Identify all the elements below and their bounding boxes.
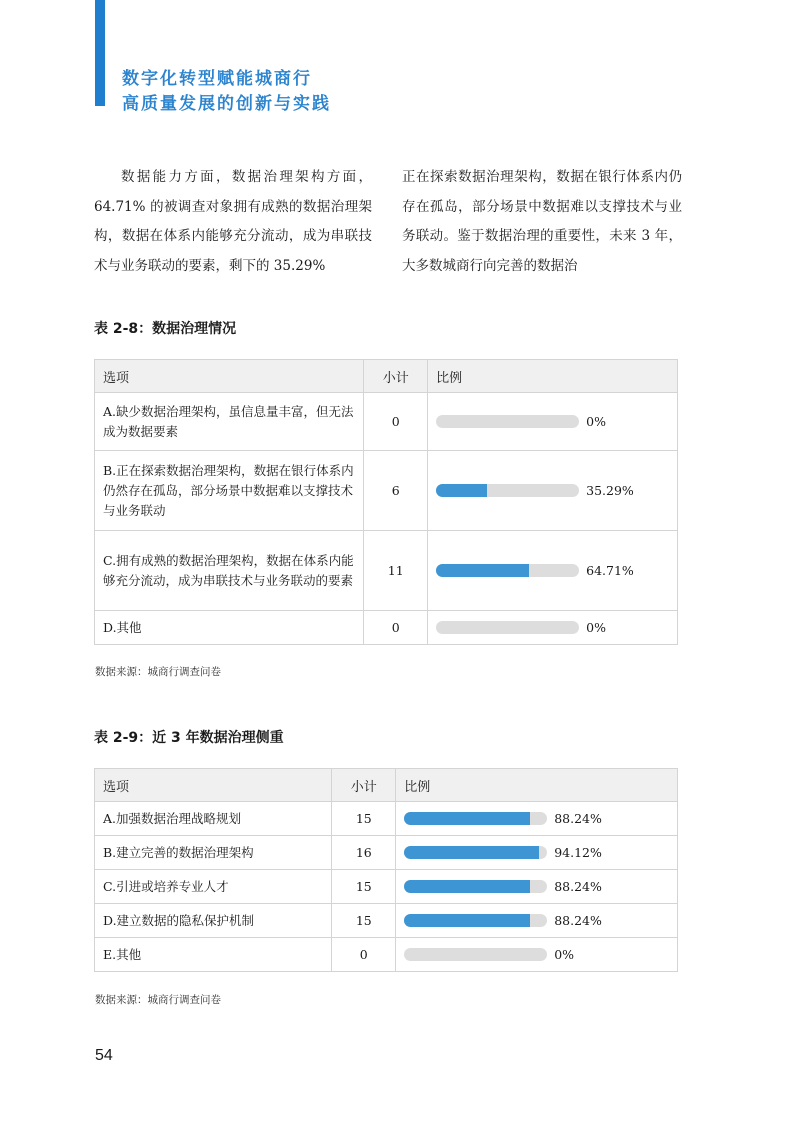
body-paragraph-right: 正在探索数据治理架构，数据在银行体系内仍存在孤岛，部分场景中数据难以支撑技术与业务联动。鉴于数据治理的重要性，未来 3 年，大多数城商行向完善的数据治 xyxy=(402,169,682,274)
table-row xyxy=(95,836,678,870)
option-cell: A.加强数据治理战略规划 xyxy=(95,802,332,836)
ratio-bar-track xyxy=(436,621,579,634)
table2-header-option: 选项 xyxy=(95,769,332,802)
count-cell: 15 xyxy=(332,802,396,836)
table1-title: 表 2-8：数据治理情况 xyxy=(94,321,237,337)
table2-header-count: 小计 xyxy=(332,769,396,802)
ratio-bar-fill xyxy=(404,812,530,825)
table1-header-option: 选项 xyxy=(95,360,364,393)
ratio-percent-label: 0% xyxy=(586,620,606,635)
ratio-cell xyxy=(428,393,678,451)
count-cell: 0 xyxy=(364,611,428,645)
table-row xyxy=(95,451,678,531)
option-cell: D.建立数据的隐私保护机制 xyxy=(95,904,332,938)
table1 xyxy=(94,359,678,645)
ratio-cell xyxy=(428,451,678,531)
count-cell: 6 xyxy=(364,451,428,531)
option-cell: C.拥有成熟的数据治理架构，数据在体系内能够充分流动，成为串联技术与业务联动的要素 xyxy=(95,531,364,611)
ratio-percent-label: 64.71% xyxy=(586,563,634,578)
count-cell: 0 xyxy=(332,938,396,972)
ratio-cell xyxy=(396,904,678,938)
option-cell: D.其他 xyxy=(95,611,364,645)
ratio-percent-label: 94.12% xyxy=(554,845,602,860)
ratio-bar-track xyxy=(404,880,547,893)
table1-source: 数据来源：城商行调查问卷 xyxy=(95,666,221,678)
ratio-cell xyxy=(396,870,678,904)
book-title-line2: 高质量发展的创新与实践 xyxy=(122,94,331,114)
option-cell: B.正在探索数据治理架构，数据在银行体系内仍然存在孤岛，部分场景中数据难以支撑技术与业务联动 xyxy=(95,451,364,531)
header-accent-bar xyxy=(95,0,105,106)
ratio-cell xyxy=(396,938,678,972)
table-row xyxy=(95,904,678,938)
ratio-percent-label: 88.24% xyxy=(554,811,602,826)
table-row xyxy=(95,531,678,611)
ratio-bar-track xyxy=(404,812,547,825)
table-row xyxy=(95,938,678,972)
ratio-cell xyxy=(428,611,678,645)
ratio-cell xyxy=(396,802,678,836)
option-cell: A.缺少数据治理架构，虽信息量丰富，但无法成为数据要素 xyxy=(95,393,364,451)
page-number: 54 xyxy=(95,1047,113,1064)
table2-title: 表 2-9：近 3 年数据治理侧重 xyxy=(94,730,284,746)
table-row xyxy=(95,870,678,904)
option-cell: C.引进或培养专业人才 xyxy=(95,870,332,904)
count-cell: 15 xyxy=(332,870,396,904)
option-cell: B.建立完善的数据治理架构 xyxy=(95,836,332,870)
ratio-bar-track xyxy=(436,564,579,577)
ratio-cell xyxy=(428,531,678,611)
ratio-bar-fill xyxy=(436,484,486,497)
table-row xyxy=(95,802,678,836)
count-cell: 11 xyxy=(364,531,428,611)
ratio-bar-fill xyxy=(404,846,539,859)
ratio-percent-label: 0% xyxy=(586,414,606,429)
body-paragraph-left: 数据能力方面，数据治理架构方面，64.71% 的被调查对象拥有成熟的数据治理架构，数据在体系内能够充分流动，成为串联技术与业务联动的要素，剩下的 35.29% xyxy=(94,169,372,274)
ratio-bar-track xyxy=(404,846,547,859)
table2-header-ratio: 比例 xyxy=(396,769,678,802)
table2-source: 数据来源：城商行调查问卷 xyxy=(95,994,221,1006)
table-row xyxy=(95,393,678,451)
table-row xyxy=(95,611,678,645)
table1-header-row xyxy=(95,360,678,393)
table1-header-ratio: 比例 xyxy=(428,360,678,393)
count-cell: 15 xyxy=(332,904,396,938)
count-cell: 0 xyxy=(364,393,428,451)
ratio-bar-track xyxy=(404,948,547,961)
ratio-bar-track xyxy=(436,415,579,428)
ratio-percent-label: 88.24% xyxy=(554,913,602,928)
count-cell: 16 xyxy=(332,836,396,870)
ratio-bar-fill xyxy=(404,880,530,893)
book-title-line1: 数字化转型赋能城商行 xyxy=(122,69,312,89)
table1-header-count: 小计 xyxy=(364,360,428,393)
ratio-cell xyxy=(396,836,678,870)
ratio-bar-track xyxy=(404,914,547,927)
ratio-percent-label: 0% xyxy=(554,947,575,962)
option-cell: E.其他 xyxy=(95,938,332,972)
table2 xyxy=(94,768,678,972)
ratio-bar-fill xyxy=(404,914,530,927)
table2-header-row xyxy=(95,769,678,802)
ratio-percent-label: 88.24% xyxy=(554,879,602,894)
ratio-bar-fill xyxy=(436,564,529,577)
ratio-bar-track xyxy=(436,484,579,497)
ratio-percent-label: 35.29% xyxy=(586,483,634,498)
